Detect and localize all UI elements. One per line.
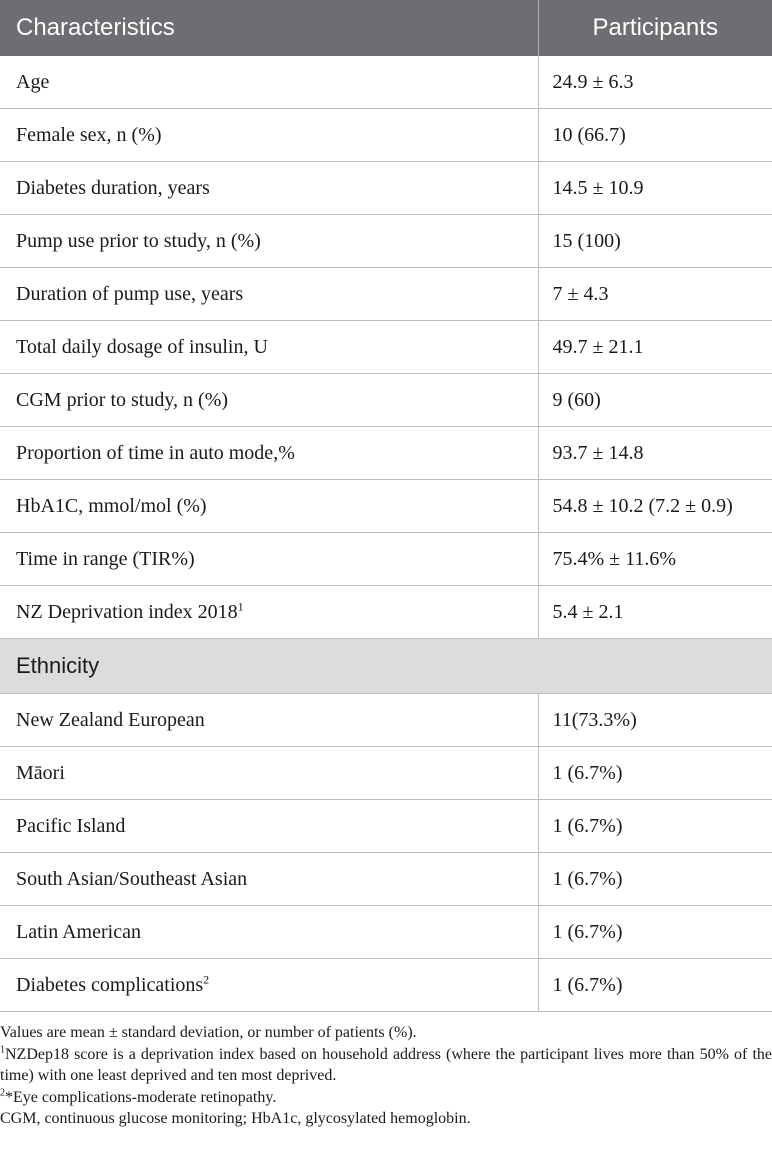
row-value: 1 (6.7%) bbox=[538, 747, 772, 800]
footnote-abbreviations: CGM, continuous glucose monitoring; HbA1c, glycosylated hemoglobin. bbox=[0, 1110, 471, 1127]
table-row bbox=[0, 747, 772, 800]
row-label-text: CGM prior to study, n (%) bbox=[16, 388, 229, 411]
row-label bbox=[0, 109, 538, 162]
row-label bbox=[0, 321, 538, 374]
row-label bbox=[0, 268, 538, 321]
section-row-ethnicity bbox=[0, 639, 772, 694]
row-value: 1 (6.7%) bbox=[538, 853, 772, 906]
footnote-2-text: *Eye complications-moderate retinopathy. bbox=[5, 1088, 277, 1106]
row-label-text: Pump use prior to study, n (%) bbox=[16, 229, 261, 252]
row-label bbox=[0, 959, 538, 1012]
row-label-text: NZ Deprivation index 2018 bbox=[16, 600, 238, 623]
row-value: 49.7 ± 21.1 bbox=[538, 321, 772, 374]
row-label-text: Pacific Island bbox=[16, 814, 126, 837]
row-label bbox=[0, 586, 538, 639]
row-label bbox=[0, 215, 538, 268]
table-row bbox=[0, 480, 772, 533]
footnote-2 bbox=[0, 1087, 772, 1109]
row-label-text: South Asian/Southeast Asian bbox=[16, 867, 248, 890]
row-label bbox=[0, 56, 538, 109]
footnote-1 bbox=[0, 1044, 772, 1087]
row-value: 10 (66.7) bbox=[538, 109, 772, 162]
section-title: Ethnicity bbox=[0, 639, 772, 694]
characteristics-rows bbox=[0, 56, 772, 639]
row-label-text: New Zealand European bbox=[16, 708, 205, 731]
row-value: 54.8 ± 10.2 (7.2 ± 0.9) bbox=[538, 480, 772, 533]
row-value: 75.4% ± 11.6% bbox=[538, 533, 772, 586]
row-label-text: Duration of pump use, years bbox=[16, 282, 244, 305]
row-label-text: Proportion of time in auto mode,% bbox=[16, 441, 295, 464]
footnote-1-mark: 1 bbox=[0, 1044, 5, 1056]
row-label-text: Female sex, n (%) bbox=[16, 123, 162, 146]
footnote-marker: 2 bbox=[203, 971, 210, 986]
row-label bbox=[0, 374, 538, 427]
header-characteristics: Characteristics bbox=[0, 0, 538, 56]
table-row bbox=[0, 906, 772, 959]
row-label bbox=[0, 162, 538, 215]
table-row bbox=[0, 162, 772, 215]
footnote-values-note: Values are mean ± standard deviation, or number of patients (%). bbox=[0, 1024, 417, 1041]
row-label bbox=[0, 853, 538, 906]
row-label-text: Latin American bbox=[16, 920, 141, 943]
table-row bbox=[0, 321, 772, 374]
row-label-text: Time in range (TIR%) bbox=[16, 547, 195, 570]
row-label bbox=[0, 694, 538, 747]
ethnicity-rows bbox=[0, 694, 772, 1012]
row-label bbox=[0, 800, 538, 853]
row-label bbox=[0, 747, 538, 800]
footnote-2-mark: 2 bbox=[0, 1087, 5, 1099]
table-row bbox=[0, 586, 772, 639]
row-label-text: HbA1C, mmol/mol (%) bbox=[16, 494, 207, 517]
row-value: 1 (6.7%) bbox=[538, 959, 772, 1012]
table-row bbox=[0, 853, 772, 906]
table-row bbox=[0, 268, 772, 321]
row-value: 15 (100) bbox=[538, 215, 772, 268]
footnote-marker: 1 bbox=[237, 598, 244, 613]
table-row bbox=[0, 800, 772, 853]
row-label-text: Diabetes complications bbox=[16, 973, 204, 996]
table-row bbox=[0, 374, 772, 427]
row-label bbox=[0, 427, 538, 480]
row-value: 14.5 ± 10.9 bbox=[538, 162, 772, 215]
row-value: 7 ± 4.3 bbox=[538, 268, 772, 321]
row-value: 11(73.3%) bbox=[538, 694, 772, 747]
row-label bbox=[0, 533, 538, 586]
row-value: 24.9 ± 6.3 bbox=[538, 56, 772, 109]
header-participants: Participants bbox=[538, 0, 772, 56]
row-value: 9 (60) bbox=[538, 374, 772, 427]
row-label-text: Total daily dosage of insulin, U bbox=[16, 335, 268, 358]
row-value: 1 (6.7%) bbox=[538, 906, 772, 959]
table-row bbox=[0, 694, 772, 747]
table-footnotes bbox=[0, 1022, 772, 1130]
table-row bbox=[0, 427, 772, 480]
row-value: 1 (6.7%) bbox=[538, 800, 772, 853]
row-label-text: Māori bbox=[16, 761, 65, 784]
table-header-row bbox=[0, 0, 772, 56]
row-label-text: Diabetes duration, years bbox=[16, 176, 210, 199]
table-row bbox=[0, 959, 772, 1012]
row-label bbox=[0, 480, 538, 533]
table-row bbox=[0, 533, 772, 586]
footnote-1-text: NZDep18 score is a deprivation index based on household address (where the participant lives more than 50% of the time) with one least deprived and ten most deprived. bbox=[0, 1045, 772, 1084]
table-row bbox=[0, 56, 772, 109]
row-value: 93.7 ± 14.8 bbox=[538, 427, 772, 480]
table-row bbox=[0, 215, 772, 268]
row-label-text: Age bbox=[16, 70, 50, 93]
row-label bbox=[0, 906, 538, 959]
row-value: 5.4 ± 2.1 bbox=[538, 586, 772, 639]
table-row bbox=[0, 109, 772, 162]
